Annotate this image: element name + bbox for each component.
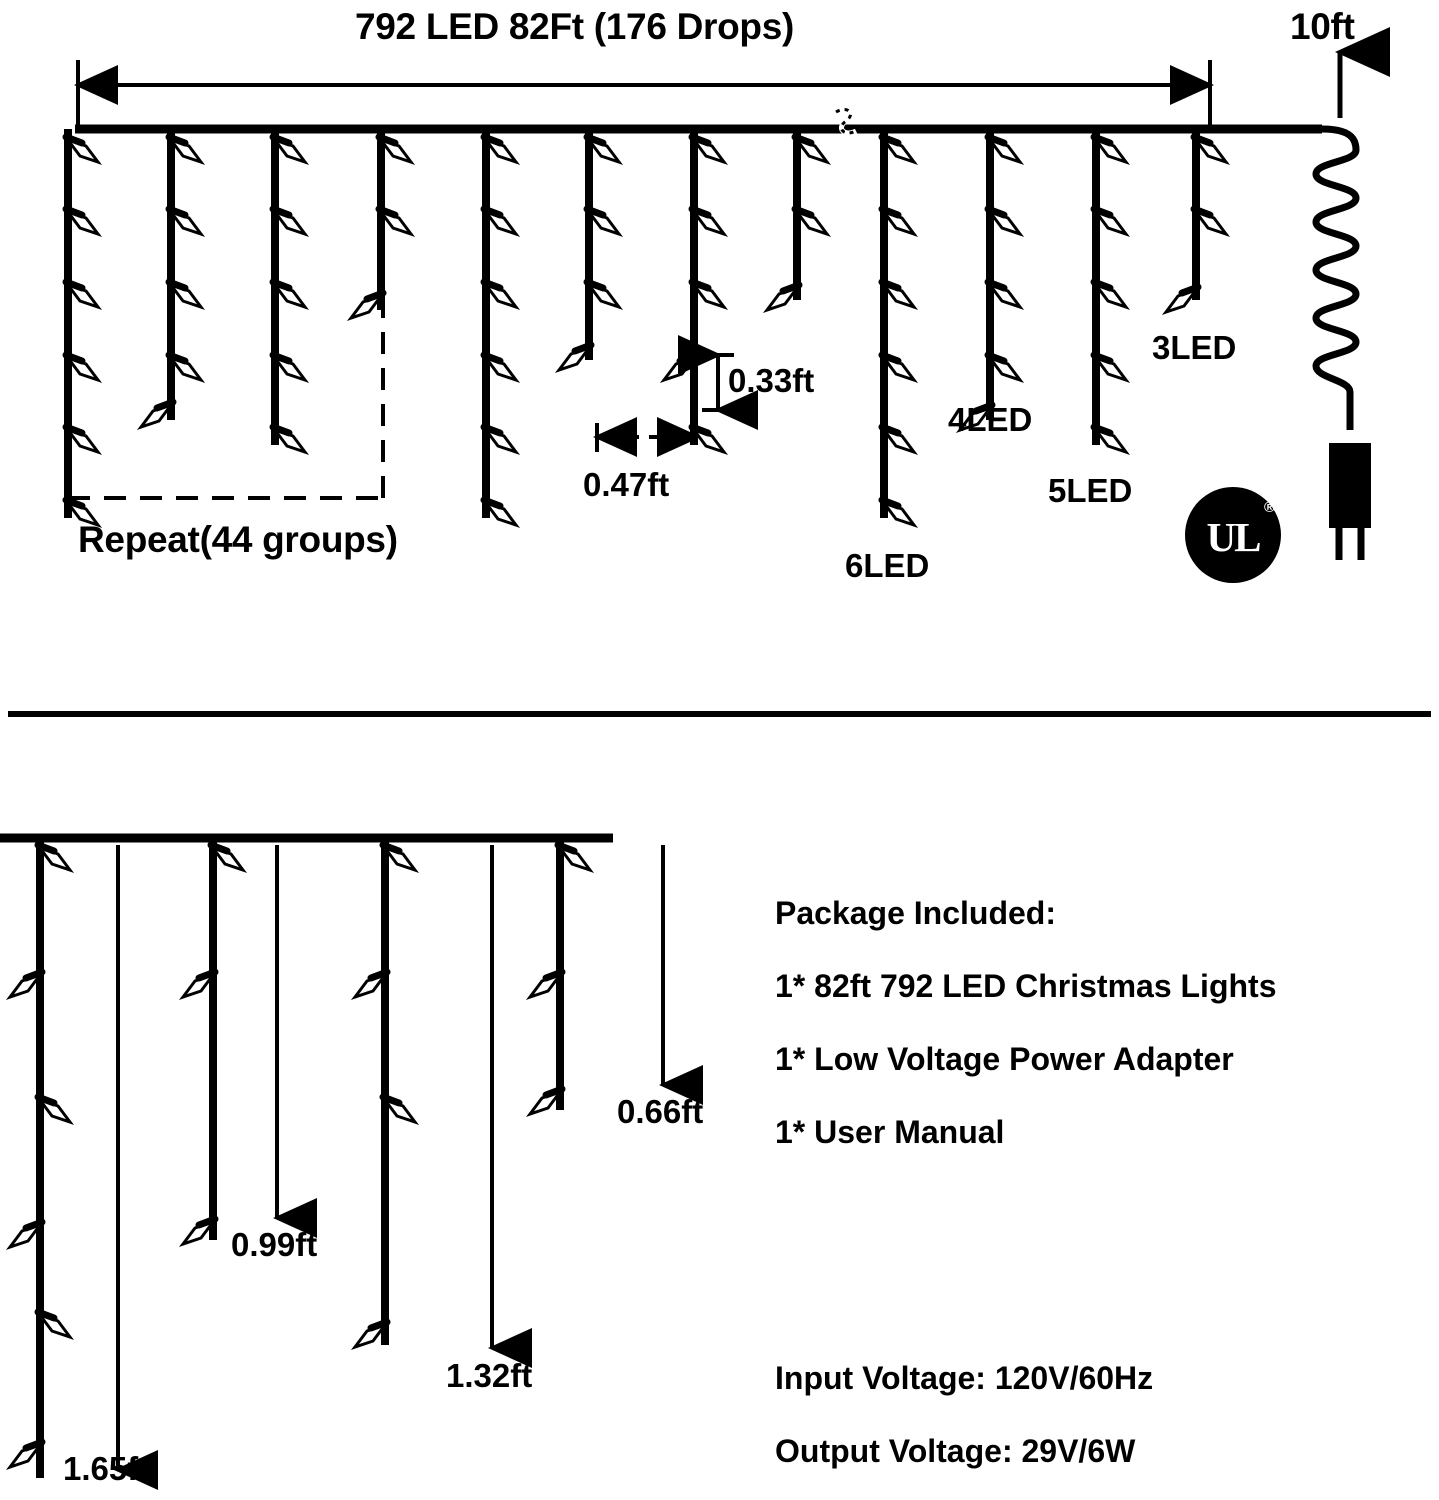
diagram-title: 792 LED 82Ft (176 Drops) — [355, 6, 795, 47]
ul-certification-badge — [1185, 487, 1281, 583]
drop-4led-label: 4LED — [948, 401, 1033, 438]
package-item-1: 1* 82ft 792 LED Christmas Lights — [775, 968, 1277, 1004]
package-heading: Package Included: — [775, 895, 1056, 931]
ul-mark-label: UL — [1206, 514, 1260, 560]
horizontal-spacing-dimension — [597, 423, 697, 452]
input-voltage-spec: Input Voltage: 120V/60Hz — [775, 1360, 1154, 1396]
horizontal-spacing-label: 0.47ft — [583, 466, 670, 503]
drop-length-165-label: 1.65ft — [63, 1450, 150, 1487]
package-item-2: 1* Low Voltage Power Adapter — [775, 1041, 1234, 1077]
drop-5led-label: 5LED — [1048, 472, 1133, 509]
registered-trademark-icon: ® — [1263, 499, 1275, 516]
drop-6led-label: 6LED — [845, 547, 930, 584]
output-voltage-spec: Output Voltage: 29V/6W — [775, 1433, 1136, 1469]
top-span-dimension — [78, 60, 1210, 128]
drop-length-066-label: 0.66ft — [617, 1093, 704, 1130]
vertical-spacing-label: 0.33ft — [728, 362, 815, 399]
power-adapter-plug — [1329, 443, 1371, 560]
detail-measure-arrows — [118, 845, 663, 1470]
drop-length-132-label: 1.32ft — [446, 1357, 533, 1394]
drop-3led-label: 3LED — [1152, 329, 1237, 366]
power-cord-coil — [1316, 129, 1356, 430]
repeat-group-box — [68, 308, 383, 498]
package-item-3: 1* User Manual — [775, 1114, 1005, 1150]
repeat-group-label: Repeat(44 groups) — [78, 519, 398, 560]
drop-length-099-label: 0.99ft — [231, 1226, 318, 1263]
lead-length-label: 10ft — [1290, 6, 1355, 47]
